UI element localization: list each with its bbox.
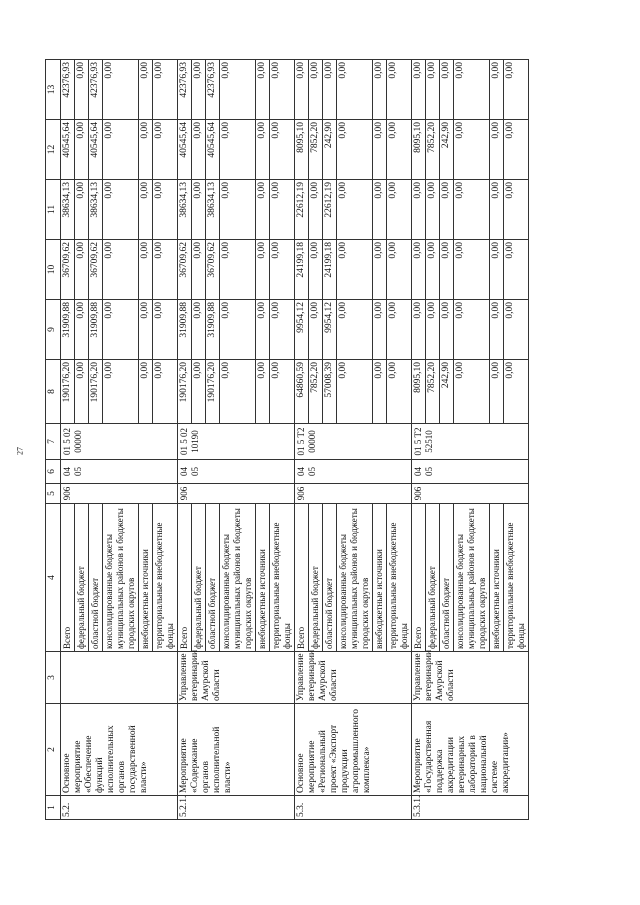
amount-cell: 0,00 (504, 360, 529, 424)
amount-cell: 24199,18 (323, 240, 337, 300)
code-cell: 906 (61, 484, 178, 504)
amount-cell: 0,00 (153, 180, 178, 240)
amount-cell: 0,00 (75, 240, 89, 300)
amount-cell: 0,00 (192, 360, 206, 424)
col-header: 5 (46, 484, 61, 504)
budget-table (45, 59, 529, 820)
amount-cell: 0,00 (373, 120, 387, 180)
amount-cell: 7852,20 (309, 120, 323, 180)
amount-cell: 0,00 (153, 120, 178, 180)
amount-cell: 0,00 (270, 360, 295, 424)
amount-cell: 0,00 (139, 240, 153, 300)
amount-cell: 0,00 (192, 120, 206, 180)
amount-cell: 0,00 (220, 120, 256, 180)
amount-cell: 0,00 (256, 360, 270, 424)
amount-cell: 42376,93 (61, 60, 75, 120)
amount-cell: 0,00 (454, 360, 490, 424)
measure-name-cell: Мероприятие «Содержание органов исполнительной власти» (178, 704, 295, 796)
funding-source-cell: областной бюджет (323, 504, 337, 652)
amount-cell: 0,00 (337, 180, 373, 240)
funding-source-cell: консолидированные бюджеты муниципальных районов и бюджеты городских округов (103, 504, 139, 652)
amount-cell: 0,00 (337, 300, 373, 360)
code-cell: 906 (178, 484, 295, 504)
executor-cell: Управление ветеринарии Амурской области (295, 652, 412, 704)
amount-cell: 0,00 (387, 120, 412, 180)
amount-cell: 0,00 (504, 240, 529, 300)
amount-cell: 22612,19 (295, 180, 309, 240)
code-cell: 04 05 (412, 460, 529, 484)
table-row (412, 60, 426, 820)
row-id-cell: 5.2.1. (178, 796, 295, 820)
amount-cell: 0,00 (139, 180, 153, 240)
amount-cell: 40545,64 (89, 120, 103, 180)
amount-cell: 0,00 (490, 360, 504, 424)
funding-source-cell: консолидированные бюджеты муниципальных районов и бюджеты городских округов (337, 504, 373, 652)
measure-name-cell: Мероприятие «Государственная поддержка аккредитации ветеринарных лабораторий в национальной системе аккредитации» (412, 704, 529, 796)
amount-cell: 38634,13 (206, 180, 220, 240)
col-header: 1 (46, 796, 61, 820)
amount-cell: 0,00 (454, 180, 490, 240)
funding-source-cell: территориальные внебюджетные фонды (387, 504, 412, 652)
amount-cell: 0,00 (337, 60, 373, 120)
amount-cell: 0,00 (440, 60, 454, 120)
code-cell: 01 5 02 00000 (61, 424, 178, 460)
amount-cell: 0,00 (373, 240, 387, 300)
amount-cell: 0,00 (103, 180, 139, 240)
row-id-cell: 5.3. (295, 796, 412, 820)
funding-source-cell: федеральный бюджет (426, 504, 440, 652)
amount-cell: 64860,59 (295, 360, 309, 424)
code-cell: 04 05 (295, 460, 412, 484)
amount-cell: 31909,88 (206, 300, 220, 360)
funding-source-cell: внебюджетные источники (139, 504, 153, 652)
amount-cell: 31909,88 (178, 300, 192, 360)
amount-cell: 0,00 (412, 180, 426, 240)
amount-cell: 22612,19 (323, 180, 337, 240)
col-header: 8 (46, 360, 61, 424)
amount-cell: 0,00 (426, 300, 440, 360)
measure-name-cell: Основное мероприятие «Региональный проект «Экспорт продукции агропромышленного комплекса» (295, 704, 412, 796)
amount-cell: 42376,93 (89, 60, 103, 120)
amount-cell: 0,00 (192, 300, 206, 360)
funding-source-cell: внебюджетные источники (490, 504, 504, 652)
funding-source-cell: Всего (61, 504, 75, 652)
amount-cell: 36709,62 (61, 240, 75, 300)
amount-cell: 0,00 (387, 180, 412, 240)
amount-cell: 0,00 (490, 120, 504, 180)
amount-cell: 0,00 (412, 60, 426, 120)
amount-cell: 0,00 (426, 60, 440, 120)
col-header: 11 (46, 180, 61, 240)
amount-cell: 0,00 (387, 240, 412, 300)
table-row (178, 60, 192, 820)
amount-cell: 0,00 (270, 120, 295, 180)
amount-cell: 0,00 (270, 60, 295, 120)
col-header: 9 (46, 300, 61, 360)
amount-cell: 0,00 (440, 300, 454, 360)
funding-source-cell: областной бюджет (89, 504, 103, 652)
amount-cell: 0,00 (220, 300, 256, 360)
funding-source-cell: территориальные внебюджетные фонды (153, 504, 178, 652)
amount-cell: 0,00 (75, 300, 89, 360)
amount-cell: 242,90 (440, 360, 454, 424)
amount-cell: 0,00 (75, 120, 89, 180)
funding-source-cell: территориальные внебюджетные фонды (504, 504, 529, 652)
amount-cell: 31909,88 (89, 300, 103, 360)
amount-cell: 0,00 (490, 240, 504, 300)
amount-cell: 242,90 (440, 120, 454, 180)
amount-cell: 0,00 (103, 300, 139, 360)
amount-cell: 190176,20 (206, 360, 220, 424)
col-header: 2 (46, 704, 61, 796)
amount-cell: 0,00 (454, 120, 490, 180)
col-header: 6 (46, 460, 61, 484)
code-cell: 04 05 (61, 460, 178, 484)
amount-cell: 9954,12 (295, 300, 309, 360)
amount-cell: 0,00 (139, 120, 153, 180)
funding-source-cell: внебюджетные источники (373, 504, 387, 652)
code-cell: 01 5 Т2 52510 (412, 424, 529, 460)
header-row (46, 60, 61, 820)
row-id-cell: 5.2. (61, 796, 178, 820)
amount-cell: 8095,10 (412, 360, 426, 424)
amount-cell: 42376,93 (178, 60, 192, 120)
funding-source-cell: консолидированные бюджеты муниципальных районов и бюджеты городских округов (454, 504, 490, 652)
amount-cell: 0,00 (220, 60, 256, 120)
amount-cell: 0,00 (256, 60, 270, 120)
code-cell: 01 5 Т2 00000 (295, 424, 412, 460)
col-header: 3 (46, 652, 61, 704)
amount-cell: 38634,13 (89, 180, 103, 240)
amount-cell: 0,00 (454, 60, 490, 120)
funding-source-cell: областной бюджет (206, 504, 220, 652)
code-cell: 906 (295, 484, 412, 504)
amount-cell: 0,00 (220, 240, 256, 300)
amount-cell: 0,00 (309, 300, 323, 360)
amount-cell: 8095,10 (295, 120, 309, 180)
amount-cell: 0,00 (270, 300, 295, 360)
amount-cell: 0,00 (103, 60, 139, 120)
table-row (61, 60, 75, 820)
amount-cell: 0,00 (153, 300, 178, 360)
amount-cell: 0,00 (337, 240, 373, 300)
amount-cell: 0,00 (373, 360, 387, 424)
amount-cell: 57008,39 (323, 360, 337, 424)
amount-cell: 0,00 (440, 240, 454, 300)
amount-cell: 0,00 (256, 180, 270, 240)
amount-cell: 0,00 (504, 60, 529, 120)
amount-cell: 0,00 (192, 240, 206, 300)
funding-source-cell: внебюджетные источники (256, 504, 270, 652)
amount-cell: 0,00 (412, 300, 426, 360)
amount-cell: 0,00 (504, 120, 529, 180)
code-cell: 04 05 (178, 460, 295, 484)
amount-cell: 24199,18 (295, 240, 309, 300)
amount-cell: 190176,20 (61, 360, 75, 424)
amount-cell: 0,00 (337, 360, 373, 424)
funding-source-cell: Всего (295, 504, 309, 652)
amount-cell: 0,00 (75, 360, 89, 424)
page-number: 27 (15, 447, 25, 455)
table-row (295, 60, 309, 820)
amount-cell: 0,00 (75, 180, 89, 240)
amount-cell: 190176,20 (89, 360, 103, 424)
amount-cell: 0,00 (387, 300, 412, 360)
amount-cell: 0,00 (103, 240, 139, 300)
amount-cell: 190176,20 (178, 360, 192, 424)
amount-cell: 0,00 (454, 240, 490, 300)
col-header: 13 (46, 60, 61, 120)
amount-cell: 38634,13 (61, 180, 75, 240)
row-id-cell: 5.3.1. (412, 796, 529, 820)
amount-cell: 0,00 (295, 60, 309, 120)
amount-cell: 0,00 (309, 240, 323, 300)
amount-cell: 0,00 (75, 60, 89, 120)
amount-cell: 36709,62 (89, 240, 103, 300)
amount-cell: 0,00 (504, 300, 529, 360)
funding-source-cell: территориальные внебюджетные фонды (270, 504, 295, 652)
amount-cell: 0,00 (373, 180, 387, 240)
amount-cell: 0,00 (412, 240, 426, 300)
amount-cell: 0,00 (256, 300, 270, 360)
amount-cell: 40545,64 (178, 120, 192, 180)
amount-cell: 40545,64 (206, 120, 220, 180)
amount-cell: 0,00 (153, 360, 178, 424)
col-header: 12 (46, 120, 61, 180)
executor-cell: Управление ветеринарии Амурской области (178, 652, 295, 704)
funding-source-cell: федеральный бюджет (309, 504, 323, 652)
amount-cell: 0,00 (454, 300, 490, 360)
amount-cell: 0,00 (192, 60, 206, 120)
budget-sheet (45, 60, 585, 820)
amount-cell: 0,00 (270, 180, 295, 240)
amount-cell: 0,00 (490, 60, 504, 120)
amount-cell: 40545,64 (61, 120, 75, 180)
executor-cell: Управление ветеринарии Амурской области (412, 652, 529, 704)
amount-cell: 0,00 (387, 360, 412, 424)
amount-cell: 0,00 (153, 60, 178, 120)
amount-cell: 7852,20 (309, 360, 323, 424)
amount-cell: 42376,93 (206, 60, 220, 120)
amount-cell: 0,00 (440, 180, 454, 240)
amount-cell: 0,00 (139, 360, 153, 424)
amount-cell: 8095,10 (412, 120, 426, 180)
amount-cell: 242,90 (323, 120, 337, 180)
amount-cell: 0,00 (192, 180, 206, 240)
col-header: 4 (46, 504, 61, 652)
amount-cell: 0,00 (309, 60, 323, 120)
amount-cell: 0,00 (139, 60, 153, 120)
col-header: 7 (46, 424, 61, 460)
executor-cell (61, 652, 178, 704)
amount-cell: 0,00 (337, 120, 373, 180)
amount-cell: 9954,12 (323, 300, 337, 360)
amount-cell: 0,00 (103, 120, 139, 180)
amount-cell: 0,00 (256, 240, 270, 300)
amount-cell: 31909,88 (61, 300, 75, 360)
amount-cell: 0,00 (323, 60, 337, 120)
amount-cell: 0,00 (426, 240, 440, 300)
code-cell: 01 5 02 10190 (178, 424, 295, 460)
funding-source-cell: федеральный бюджет (75, 504, 89, 652)
amount-cell: 7852,20 (426, 360, 440, 424)
amount-cell: 0,00 (387, 60, 412, 120)
amount-cell: 0,00 (309, 180, 323, 240)
amount-cell: 36709,62 (206, 240, 220, 300)
amount-cell: 38634,13 (178, 180, 192, 240)
funding-source-cell: консолидированные бюджеты муниципальных районов и бюджеты городских округов (220, 504, 256, 652)
funding-source-cell: Всего (412, 504, 426, 652)
amount-cell: 0,00 (504, 180, 529, 240)
table-body (61, 60, 529, 820)
amount-cell: 0,00 (373, 60, 387, 120)
funding-source-cell: Всего (178, 504, 192, 652)
amount-cell: 0,00 (220, 360, 256, 424)
amount-cell: 0,00 (220, 180, 256, 240)
amount-cell: 0,00 (490, 300, 504, 360)
amount-cell: 0,00 (139, 300, 153, 360)
rotated-page (45, 60, 585, 820)
code-cell: 906 (412, 484, 529, 504)
amount-cell: 0,00 (103, 360, 139, 424)
amount-cell: 36709,62 (178, 240, 192, 300)
amount-cell: 0,00 (490, 180, 504, 240)
amount-cell: 0,00 (270, 240, 295, 300)
amount-cell: 7852,20 (426, 120, 440, 180)
funding-source-cell: федеральный бюджет (192, 504, 206, 652)
amount-cell: 0,00 (426, 180, 440, 240)
amount-cell: 0,00 (373, 300, 387, 360)
funding-source-cell: областной бюджет (440, 504, 454, 652)
measure-name-cell: Основное мероприятие «Обеспечение функций исполнительных органов государственной власти» (61, 704, 178, 796)
col-header: 10 (46, 240, 61, 300)
amount-cell: 0,00 (256, 120, 270, 180)
amount-cell: 0,00 (153, 240, 178, 300)
